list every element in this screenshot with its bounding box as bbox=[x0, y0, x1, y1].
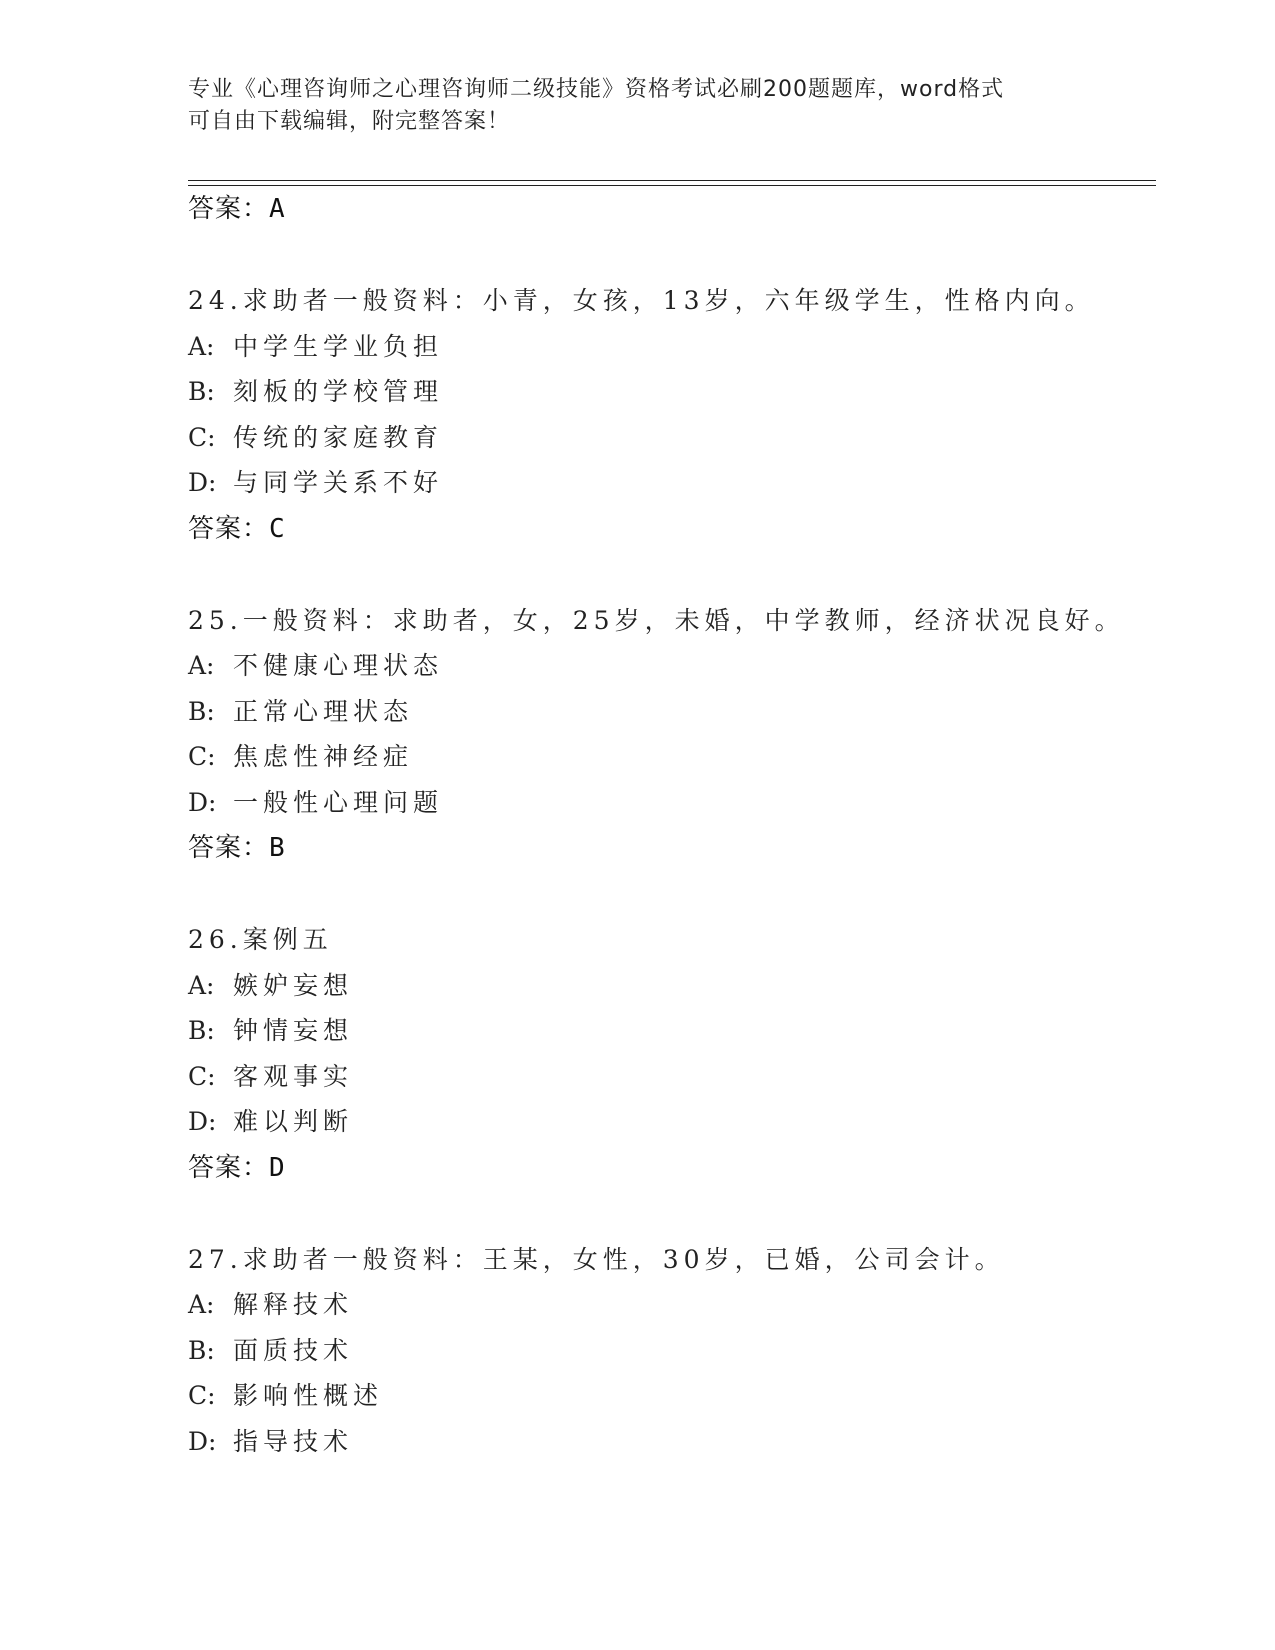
option-key: A: bbox=[188, 1290, 215, 1319]
option-text: 客观事实 bbox=[233, 1061, 354, 1091]
option-text: 影响性概述 bbox=[233, 1381, 384, 1410]
option-text: 传统的家庭教育 bbox=[233, 422, 444, 452]
option-text: 面质技术 bbox=[233, 1335, 354, 1365]
option-key: B: bbox=[188, 1335, 215, 1365]
answer-option bbox=[188, 1328, 1156, 1374]
answer-option bbox=[188, 734, 1156, 780]
question-stem: 27.求助者一般资料：王某，女性，30岁，已婚，公司会计。 bbox=[188, 1244, 1005, 1274]
answer-option bbox=[188, 1419, 1156, 1465]
option-key: B: bbox=[188, 696, 215, 726]
option-text: 一般性心理问题 bbox=[233, 787, 444, 817]
option-key: A: bbox=[188, 331, 215, 361]
answer-line bbox=[188, 506, 1156, 552]
header-line-2: 可自由下载编辑，附完整答案！ bbox=[188, 109, 511, 134]
option-text: 正常心理状态 bbox=[233, 696, 414, 726]
option-key: C: bbox=[188, 742, 216, 771]
answer-option bbox=[188, 963, 1156, 1009]
block-spacer bbox=[188, 232, 1156, 278]
answer-label: 答案： bbox=[188, 1152, 270, 1183]
option-text: 钟情妄想 bbox=[233, 1016, 354, 1045]
option-text: 解释技术 bbox=[233, 1290, 354, 1319]
question-list bbox=[188, 186, 1156, 1464]
option-key: D: bbox=[188, 1426, 217, 1456]
question-stem: 26.案例五 bbox=[188, 925, 333, 954]
answer-value: D bbox=[269, 1152, 286, 1183]
option-text: 不健康心理状态 bbox=[233, 651, 444, 680]
option-text: 与同学关系不好 bbox=[233, 468, 444, 497]
option-text: 嫉妒妄想 bbox=[233, 970, 354, 1000]
option-text: 中学生学业负担 bbox=[233, 331, 444, 361]
question-stem: 24.求助者一般资料：小青，女孩，13岁，六年级学生，性格内向。 bbox=[188, 286, 1095, 315]
block-spacer bbox=[188, 552, 1156, 598]
answer-label: 答案： bbox=[188, 833, 270, 863]
answer-option bbox=[188, 1099, 1156, 1145]
option-key: A: bbox=[188, 651, 215, 680]
answer-option bbox=[188, 1282, 1156, 1328]
answer-option bbox=[188, 1054, 1156, 1100]
option-key: C: bbox=[188, 1381, 216, 1410]
option-key: C: bbox=[188, 1061, 216, 1091]
option-text: 刻板的学校管理 bbox=[233, 377, 444, 406]
option-text: 指导技术 bbox=[233, 1426, 354, 1456]
answer-value: B bbox=[269, 833, 286, 863]
answer-label: 答案： bbox=[188, 513, 270, 544]
option-key: D: bbox=[188, 468, 217, 497]
block-spacer bbox=[188, 871, 1156, 917]
question-stem: 25.一般资料：求助者，女，25岁，未婚，中学教师，经济状况良好。 bbox=[188, 605, 1125, 635]
option-key: C: bbox=[188, 422, 216, 452]
answer-line bbox=[188, 825, 1156, 871]
option-text: 难以判断 bbox=[233, 1107, 354, 1136]
answer-option bbox=[188, 780, 1156, 826]
answer-option bbox=[188, 460, 1156, 506]
header-divider-top bbox=[188, 180, 1156, 181]
answer-line bbox=[188, 186, 1156, 232]
option-key: A: bbox=[188, 970, 215, 1000]
answer-option bbox=[188, 415, 1156, 461]
answer-option bbox=[188, 324, 1156, 370]
option-key: D: bbox=[188, 787, 217, 817]
option-key: B: bbox=[188, 1016, 215, 1045]
answer-line bbox=[188, 1145, 1156, 1191]
answer-option bbox=[188, 689, 1156, 735]
option-text: 焦虑性神经症 bbox=[233, 742, 414, 771]
header-line-1: 专业《心理咨询师之心理咨询师二级技能》资格考试必刷200题题库，word格式 bbox=[188, 77, 1005, 102]
answer-option bbox=[188, 643, 1156, 689]
document-header bbox=[188, 74, 1088, 138]
answer-option bbox=[188, 369, 1156, 415]
answer-value: C bbox=[269, 513, 286, 544]
option-key: D: bbox=[188, 1107, 217, 1136]
answer-label: 答案： bbox=[188, 194, 270, 224]
option-key: B: bbox=[188, 377, 215, 406]
block-spacer bbox=[188, 1191, 1156, 1237]
answer-value: A bbox=[269, 194, 286, 224]
answer-option bbox=[188, 1008, 1156, 1054]
answer-option bbox=[188, 1373, 1156, 1419]
